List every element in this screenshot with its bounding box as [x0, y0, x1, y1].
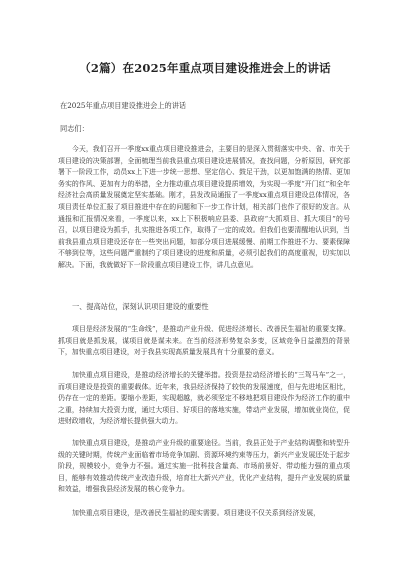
- salutation: 同志们：: [60, 124, 89, 133]
- section-heading: 一、提高站位，深刻认识项目建设的重要性: [72, 302, 209, 311]
- document-subtitle: 在2025年重点项目建设推进会上的讲话: [60, 101, 187, 110]
- section-paragraph-1: 项目是经济发展的“生命线”，是推动产业升级、促进经济增长、改善民生福祉的重要支撑。抓项目就是抓发展，谋项目就是谋未来。在当前经济形势复杂多变，区域竞争日益激烈的背景下，加快重点项目建设，对于我县实现高质量发展具有十分重要的意义。: [58, 325, 350, 357]
- section-paragraph-3: 加快重点项目建设，是推动产业升级的重要途径。当前，我县正处于产业结构调整和转型升级的关键时期，传统产业面临着市场竞争加剧、资源环境约束等压力，新兴产业发展还处于起步阶段，规模较小，竞争力不强。通过实施一批科技含量高、市场前景好、带动能力强的重点项目，能够有效推动传统产业改造升级，培育壮大新兴产业，优化产业结构，提升产业发展的质量和效益，增强我县经济发展的核心竞争力。: [58, 439, 350, 494]
- section-paragraph-4: 加快重点项目建设，是改善民生福祉的现实需要。项目建设不仅关系到经济发展，: [72, 509, 321, 517]
- section-paragraph-2: 加快重点项目建设，是推动经济增长的关键举措。投资是拉动经济增长的“三驾马车”之一，而项目建设是投资的重要载体。近年来，我县经济保持了较快的发展速度，但与先进地区相比，仍存在一定的差距。要缩小差距，实现超越，就必须坚定不移地把项目建设作为经济工作的重中之重，持续加大投资力度，通过大项目、好项目的落地实施，带动产业发展，增加就业岗位，促进财政增收，为经济增长提供强大动力。: [58, 371, 350, 426]
- document-title: （2篇）在2025年重点项目建设推进会上的讲话: [79, 61, 331, 75]
- intro-paragraph: 今天，我们召开一季度xx重点项目建设推进会，主要目的是深入贯彻落实中央、省、市关于项目建设的决策部署，全面梳理当前我县重点项目建设进展情况，查找问题，分析原因，研究部署下一阶段工作，动员xx上下进一步统一思想、坚定信心、鼓足干劲，以更加饱满的热情、更加务实的作风、更加有力的举措，全力推动重点项目建设提质增效，为实现一季度“开门红”和全年经济社会高质量发展奠定坚实基础。刚才，县发改局通报了一季度xx重点项目建设总体情况，各项目责任单位汇报了项目推进中存在的问题和下一步工作计划，相关部门也作了很好的发言。从通报和汇报情况来看，一季度以来，xx上下积极响应县委、县政府“大抓项目、抓大项目”的号召，以项目建设为抓手，扎实推进各项工作，取得了一定的成效。但我们也要清醒地认识到，当前我县重点项目建设还存在一些突出问题，如部分项目进展缓慢、前期工作推进不力、要素保障不够到位等，这些问题严重制约了项目建设的进度和质量，必须引起我们的高度重视，切实加以解决。下面，我就做好下一阶段重点项目建设工作，讲几点意见。: [58, 145, 350, 269]
